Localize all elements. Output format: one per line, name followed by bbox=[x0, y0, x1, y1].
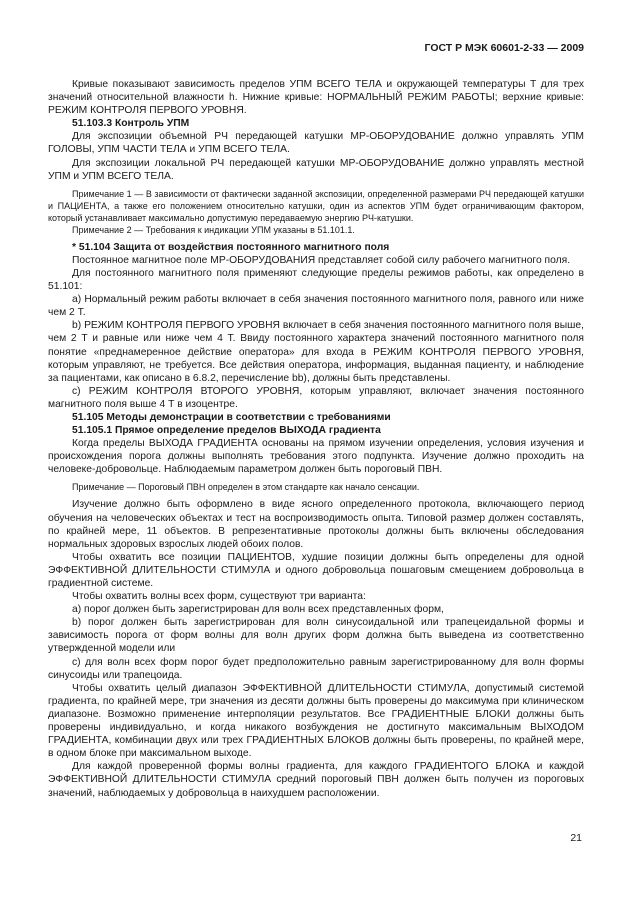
list-item: c) для волн всех форм порог будет предположительно равным зарегистрированному для волн формы синусоиды или трапецоида. bbox=[48, 656, 584, 681]
document-body bbox=[48, 78, 584, 800]
paragraph: Для постоянного магнитного поля применяют следующие пределы режимов работы, как определено в 51.101: bbox=[48, 267, 584, 293]
note: Примечание — Пороговый ПВН определен в этом стандарте как начало сенсации. bbox=[72, 482, 420, 493]
paragraph: Кривые показывают зависимость пределов УПМ ВСЕГО ТЕЛА и окружающей температуры T для трех значений относительной влажности h. Нижние кривые: НОРМАЛЬНЫЙ РЕЖИМ РАБОТЫ; верхние кривые: РЕЖИМ КОНТРОЛЯ ПЕРВОГО УРОВНЯ. bbox=[48, 79, 584, 117]
list-item: b) РЕЖИМ КОНТРОЛЯ ПЕРВОГО УРОВНЯ включает в себя значения постоянного магнитного поля выше, чем 2 Т и равные или ниже чем 4 Т. Ввиду постоянного характера значений постоянного магнитного поля понятие «преднамеренное действие оператора» для входа в РЕЖИМ КОНТРОЛЯ ПЕРВОГО УРОВНЯ, которым управляют, не требуется. Все действия оператора, информация, выданная пациенту, и наблюдение за пациентами, как описано в 6.8.2, перечисление bb), должны быть представлены. bbox=[48, 320, 584, 384]
paragraph: Постоянное магнитное поле МР-ОБОРУДОВАНИЯ представляет собой силу рабочего магнитного поля. bbox=[72, 254, 571, 266]
paragraph: Для каждой проверенной формы волны градиента, для каждого ГРАДИЕНТОГО БЛОКА и каждой ЭФФЕКТИВНОЙ ДЛИТЕЛЬНОСТИ СТИМУЛА средний пороговый ПВН должен быть получен из пороговых значений, наблюдаемых у добровольца в наихудшем расположении. bbox=[48, 761, 584, 799]
paragraph: Чтобы охватить целый диапазон ЭФФЕКТИВНОЙ ДЛИТЕЛЬНОСТИ СТИМУЛА, допустимый системой градиента, по крайней мере, три значения из десяти должны быть проверены до максимума при клиническом диапазоне. Возможно применение интерполяции результатов. Все ГРАДИЕНТНЫЕ БЛОКИ должны быть проверены индивидуально, и когда никакого возбуждения не достигнуто максимальным ВЫХОДОМ ГРАДИЕНТА, комбинации двух или трех ГРАДИЕНТНЫХ БЛОКОВ должны быть проверены, по крайней мере, в одном блоке при максимальном выходе. bbox=[48, 682, 584, 760]
page-number: 21 bbox=[570, 832, 582, 844]
paragraph: Изучение должно быть оформлено в виде ясного определенного протокола, включающего период обучения на человеческих объектах и тест на воспроизводимость опыта. Типовой размер должен составлять, по крайней мере, 11 объектов. В репрезентативные протоколы должны быть включены обследования нормальных здоровых взрослых людей обоих полов. bbox=[48, 499, 584, 550]
paragraph: Чтобы охватить волны всех форм, существуют три варианта: bbox=[72, 591, 366, 603]
section-heading: * 51.104 Защита от воздействия постоянного магнитного поля bbox=[72, 241, 390, 253]
list-item: c) РЕЖИМ КОНТРОЛЯ ВТОРОГО УРОВНЯ, которым управляют, включает значения постоянного магнитного поля выше 4 Т в изоцентре. bbox=[48, 385, 584, 410]
section-heading: 51.103.3 Контроль УПМ bbox=[72, 118, 190, 130]
note: Примечание 1 — В зависимости от фактически заданной экспозиции, определенной размерами РЧ передающей катушки и ПАЦИЕНТА, а также его положением относительно катушки, один из аспектов УПМ будет ограничивающим фактором, который устанавливает максимально допустимую передаваемую энергию РЧ-катушки. bbox=[48, 188, 584, 223]
list-item: b) порог должен быть зарегистрирован для волн синусоидальной или трапецеидальной формы и зависимость порога от форм волны для волн других форм должна быть выведена из соответственно утвержденной модели или bbox=[48, 617, 584, 655]
list-item: a) Нормальный режим работы включает в себя значения постоянного магнитного поля, равного или ниже чем 2 Т. bbox=[48, 294, 584, 319]
list-item: a) порог должен быть зарегистрирован для волн всех представленных форм, bbox=[72, 604, 444, 616]
note: Примечание 2 — Требования к индикации УПМ указаны в 51.101.1. bbox=[72, 224, 355, 235]
section-heading: 51.105.1 Прямое определение пределов ВЫХОДА градиента bbox=[72, 425, 381, 437]
section-heading: 51.105 Методы демонстрации в соответствии с требованиями bbox=[72, 411, 391, 423]
paragraph: Когда пределы ВЫХОДА ГРАДИЕНТА основаны на прямом изучении определения, условия изучения и происхождения порога должны выполнять требования этого подпункта. Изучение должно проходить на человеке-добровольце. Наблюдаемым параметром должен быть пороговый ПВН. bbox=[48, 438, 584, 476]
paragraph: Для экспозиции объемной РЧ передающей катушки МР-ОБОРУДОВАНИЕ должно управлять УПМ ГОЛОВЫ, УПМ ЧАСТИ ТЕЛА и УПМ ВСЕГО ТЕЛА. bbox=[48, 131, 584, 156]
paragraph: Для экспозиции локальной РЧ передающей катушки МР-ОБОРУДОВАНИЕ должно управлять местной УПМ и УПМ ВСЕГО ТЕЛА. bbox=[48, 157, 584, 182]
standard-header: ГОСТ Р МЭК 60601-2-33 — 2009 bbox=[424, 42, 584, 54]
paragraph: Чтобы охватить все позиции ПАЦИЕНТОВ, худшие позиции должны быть определены для одной ЭФФЕКТИВНОЙ ДЛИТЕЛЬНОСТИ СТИМУЛА и одного добровольца пошаговым смещением добровольца в градиентной системе. bbox=[48, 551, 584, 589]
